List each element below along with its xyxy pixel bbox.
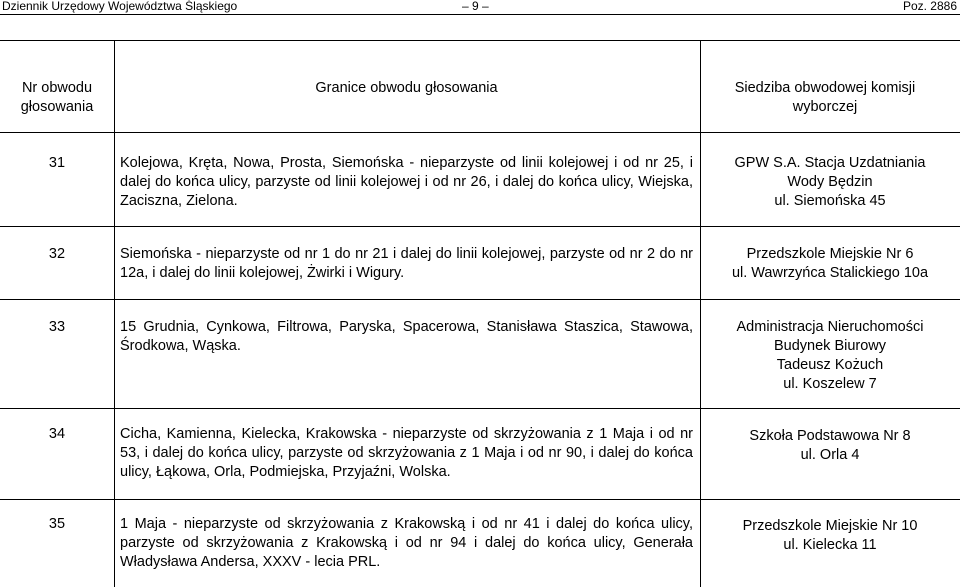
seat-line: ul. Orla 4: [800, 447, 860, 463]
district-boundaries: 15 Grudnia, Cynkowa, Filtrowa, Paryska, Spacerowa, Stanisława Staszica, Stawowa, Środkowa, Wąska.: [120, 319, 693, 354]
commission-seat: [700, 427, 960, 465]
header-row-border: [0, 132, 960, 133]
row-border: [0, 408, 960, 409]
row-border: [0, 226, 960, 227]
seat-line: GPW S.A. Stacja Uzdatniania: [734, 155, 926, 171]
district-boundaries: Kolejowa, Kręta, Nowa, Prosta, Siemońska - nieparzyste od linii kolejowej i od nr 25, i dalej do końca ulicy, parzyste od linii kolejowej i od nr 26, i dalej do końca ulicy, Wiejska, Zaciszna, Zielona.: [120, 155, 693, 209]
row-border: [0, 499, 960, 500]
seat-line: ul. Wawrzyńca Stalickiego 10a: [731, 265, 929, 281]
district-number: 31: [48, 155, 66, 171]
page-header: [0, 0, 960, 13]
commission-seat: [700, 517, 960, 555]
seat-line: Przedszkole Miejskie Nr 10: [742, 518, 918, 534]
seat-line: ul. Siemońska 45: [774, 193, 886, 209]
district-number: 33: [48, 319, 66, 335]
seat-line: Tadeusz Kożuch: [776, 357, 884, 373]
journal-title: Dziennik Urzędowy Województwa Śląskiego: [2, 0, 238, 13]
district-boundaries: Siemońska - nieparzyste od nr 1 do nr 21 i dalej do linii kolejowej, parzyste od nr 2 do nr 12a, i dalej do linii kolejowej, Żwirki i Wigury.: [120, 246, 693, 281]
seat-line: ul. Koszelew 7: [783, 376, 877, 392]
column-header-number: Nr obwodu głosowania: [20, 80, 94, 115]
row-border: [0, 299, 960, 300]
seat-line: Przedszkole Miejskie Nr 6: [746, 246, 914, 262]
column-divider-1: [114, 40, 115, 587]
seat-line: ul. Kielecka 11: [783, 537, 877, 553]
district-number: 32: [48, 246, 66, 262]
commission-seat: [700, 245, 960, 283]
district-boundaries: 1 Maja - nieparzyste od skrzyżowania z Krakowską i od nr 41 i dalej do końca ulicy, parzyste od skrzyżowania z Krakowską i od nr 94 i dalej do końca ulicy, Generała Władysława Andersa, XXXV - lecia PRL.: [120, 516, 693, 570]
column-header-seat: Siedziba obwodowej komisji wyborczej: [734, 80, 916, 115]
district-number: 34: [48, 426, 66, 442]
page-number: – 9 –: [462, 0, 489, 13]
table-top-border: [0, 40, 960, 41]
district-boundaries: Cicha, Kamienna, Kielecka, Krakowska - nieparzyste od skrzyżowania z 1 Maja i od nr 53, i dalej do końca ulicy, parzyste od skrzyżowania z 1 Maja i od nr 90, i dalej do końca ulicy, Łąkowa, Orla, Podmiejska, Przyjaźni, Wolska.: [120, 426, 693, 480]
commission-seat: [700, 318, 960, 394]
header-rule: [0, 14, 960, 15]
seat-line: Budynek Biurowy: [773, 338, 887, 354]
column-divider-2: [700, 40, 701, 587]
column-header-boundaries: Granice obwodu głosowania: [315, 80, 498, 96]
seat-line: Administracja Nieruchomości: [736, 319, 924, 335]
seat-line: Szkoła Podstawowa Nr 8: [749, 428, 911, 444]
item-number: Poz. 2886: [902, 0, 957, 13]
district-number: 35: [48, 516, 66, 532]
seat-line: Wody Będzin: [787, 174, 873, 190]
commission-seat: [700, 154, 960, 211]
